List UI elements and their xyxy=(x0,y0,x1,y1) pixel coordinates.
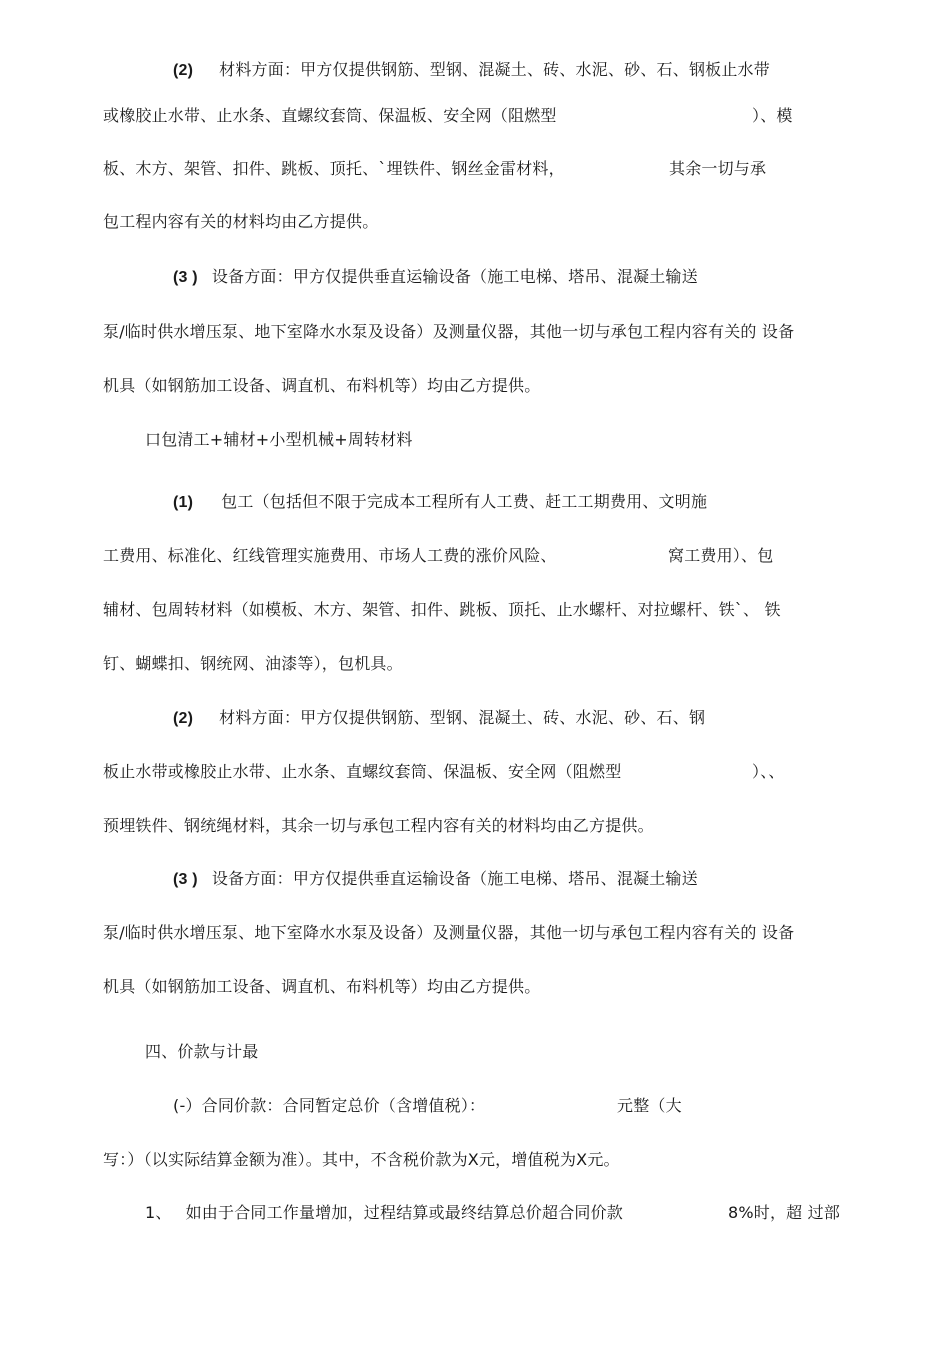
paragraph-text: 其余一切与承 xyxy=(669,159,767,178)
p5-line1 xyxy=(173,869,698,890)
paragraph-text: 板、木方、架管、扣件、跳板、顶托、`埋铁件、钢丝金雷材料， xyxy=(103,159,565,178)
p6-line2 xyxy=(103,1150,620,1170)
item-number: (1) xyxy=(173,494,194,511)
p1-line3-tail xyxy=(669,159,766,179)
p4-line2-tail xyxy=(752,762,785,782)
paragraph-text: 预埋铁件、钢统绳材料，其余一切与承包工程内容有关的材料均由乙方提供。 xyxy=(103,816,654,835)
item-number: (2) xyxy=(173,710,194,727)
option-text: 口包清工+辅材+小型机械+周转材料 xyxy=(145,430,413,449)
p4-line3 xyxy=(103,816,654,836)
p5-line3 xyxy=(103,977,540,997)
paragraph-text: 设备方面：甲方仅提供垂直运输设备（施工电梯、塔吊、混凝土输送 xyxy=(211,869,698,888)
p6-line1-tail xyxy=(617,1096,682,1116)
option-line xyxy=(145,430,413,450)
p3-line2 xyxy=(103,546,557,566)
paragraph-text: 包工程内容有关的材料均由乙方提供。 xyxy=(103,212,379,231)
p1-line3 xyxy=(103,159,565,179)
p2-line2 xyxy=(103,322,794,342)
paragraph-text: 元整（大 xyxy=(617,1096,682,1115)
paragraph-text: 包工（包括但不限于完成本工程所有人工费、赶工工期费用、文明施 xyxy=(221,492,708,511)
item-number: (2) xyxy=(173,62,194,79)
section-heading xyxy=(145,1042,258,1062)
p5-line2 xyxy=(103,923,794,943)
p2-line1 xyxy=(173,267,698,288)
item-number: (3 ) xyxy=(173,269,198,286)
paragraph-text: 材料方面：甲方仅提供钢筋、型钢、混凝土、砖、水泥、砂、石、钢板止水带 xyxy=(219,60,770,79)
p7-line1 xyxy=(145,1203,623,1223)
p4-line2 xyxy=(103,762,621,782)
p2-line3 xyxy=(103,376,540,396)
p4-line1 xyxy=(173,708,705,729)
paragraph-text: 设备方面：甲方仅提供垂直运输设备（施工电梯、塔吊、混凝土输送 xyxy=(211,267,698,286)
section-title: 四、价款与计最 xyxy=(145,1042,259,1061)
paragraph-text: 泵/临时供水增压泵、地下室降水水泵及设备）及测量仪器，其他一切与承包工程内容有关的 设备 xyxy=(103,923,795,942)
paragraph-text: 窝工费用）、包 xyxy=(668,546,774,565)
p1-line2 xyxy=(103,106,557,126)
p3-line2-tail xyxy=(668,546,773,566)
item-number: 1、 xyxy=(145,1203,172,1222)
paragraph-text: 工费用、标准化、红线管理实施费用、市场人工费的涨价风险、 xyxy=(103,546,557,565)
p3-line4 xyxy=(103,654,403,674)
p1-line1 xyxy=(173,60,770,81)
p6-line1 xyxy=(173,1096,485,1116)
p1-line4 xyxy=(103,212,378,232)
p3-line3 xyxy=(103,600,781,620)
paragraph-text: ）、、 xyxy=(752,762,785,781)
paragraph-text: 机具（如钢筋加工设备、调直机、布料机等）均由乙方提供。 xyxy=(103,376,541,395)
paragraph-text: 写：）（以实际结算金额为准）。其中，不含税价款为X元，增值税为X元。 xyxy=(103,1150,620,1169)
p1-line2-tail xyxy=(752,106,793,126)
paragraph-text: ）、模 xyxy=(752,106,793,125)
paragraph-text: 板止水带或橡胶止水带、止水条、直螺纹套筒、保温板、安全网（阻燃型 xyxy=(103,762,622,781)
paragraph-text: 材料方面：甲方仅提供钢筋、型钢、混凝土、砖、水泥、砂、石、钢 xyxy=(219,708,706,727)
p7-line1-tail xyxy=(728,1203,840,1223)
paragraph-text: 或橡胶止水带、止水条、直螺纹套筒、保温板、安全网（阻燃型 xyxy=(103,106,557,125)
paragraph-text: 泵/临时供水增压泵、地下室降水水泵及设备）及测量仪器，其他一切与承包工程内容有关的 设备 xyxy=(103,322,795,341)
paragraph-text: 辅材、包周转材料（如模板、木方、架管、扣件、跳板、顶托、止水螺杆、对拉螺杆、铁`、 铁 xyxy=(103,600,781,619)
paragraph-text: (-）合同价款：合同暂定总价（含增值税）： xyxy=(173,1096,486,1115)
paragraph-text: 钉、蝴蝶扣、钢统网、油漆等），包机具。 xyxy=(103,654,403,673)
item-number: (3 ) xyxy=(173,871,198,888)
paragraph-text: 8%时，超 过部 xyxy=(728,1203,841,1222)
paragraph-text: 机具（如钢筋加工设备、调直机、布料机等）均由乙方提供。 xyxy=(103,977,541,996)
p3-line1 xyxy=(173,492,707,513)
paragraph-text: 如由于合同工作量增加，过程结算或最终结算总价超合同价款 xyxy=(185,1203,623,1222)
